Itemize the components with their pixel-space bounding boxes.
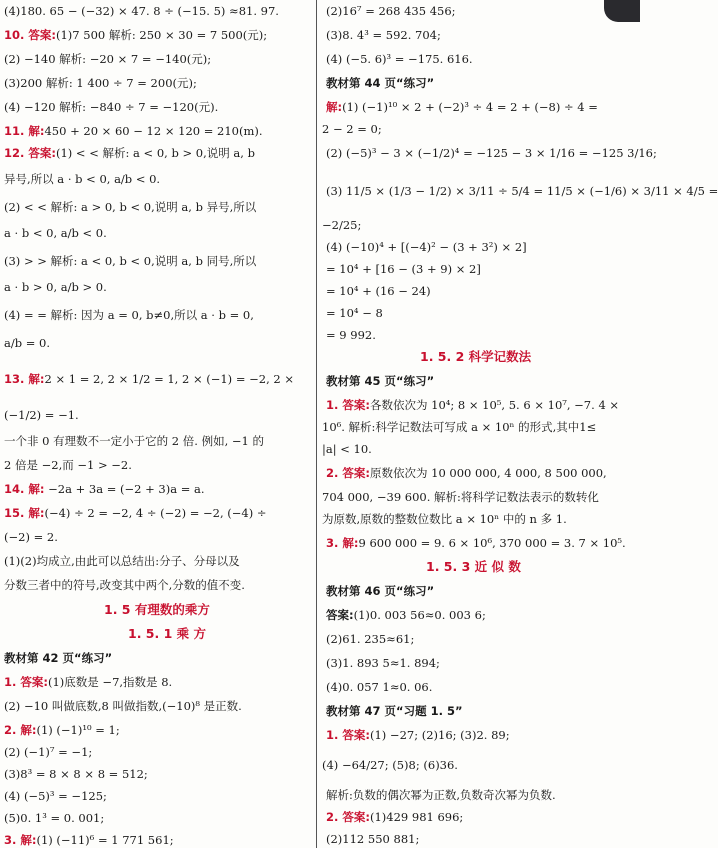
- left-line: 分数三者中的符号,改变其中两个,分数的值不变.: [4, 578, 245, 592]
- right-line: 1. 5. 3 近 似 数: [426, 559, 521, 574]
- left-line-segment: (1) (−1)¹⁰ = 1;: [36, 723, 120, 737]
- left-line-segment: 12. 答案:: [4, 146, 56, 160]
- left-line: [4, 675, 172, 689]
- left-line: (2) −140 解析: −20 × 7 = −140(元);: [4, 52, 212, 66]
- right-line: 解析:负数的偶次幂为正数,负数奇次幂为负数.: [326, 788, 556, 802]
- right-line: 1. 5. 2 科学记数法: [420, 349, 532, 364]
- right-line: (4)0. 057 1≈0. 06.: [326, 680, 433, 694]
- right-line: = 10⁴ + (16 − 24): [326, 284, 431, 298]
- left-line-segment: 10. 答案:: [4, 28, 56, 42]
- left-line-segment: (1)7 500 解析: 250 × 30 = 7 500(元);: [55, 28, 268, 42]
- right-line-segment: 答案:: [326, 608, 354, 622]
- left-line: 1. 5. 1 乘 方: [128, 626, 206, 641]
- right-line-segment: (1)0. 003 56≈0. 003 6;: [353, 608, 486, 622]
- left-line: (2) −10 叫做底数,8 叫做指数,(−10)⁸ 是正数.: [4, 699, 242, 713]
- right-line: (2)16⁷ = 268 435 456;: [326, 4, 456, 18]
- left-line-segment: 14. 解:: [4, 482, 45, 496]
- left-line: a · b < 0, a/b < 0.: [4, 226, 107, 240]
- left-line-segment: (1)底数是 −7,指数是 8.: [47, 675, 173, 689]
- right-line: (4) (−5. 6)³ = −175. 616.: [326, 52, 473, 66]
- right-line: −2/25;: [322, 218, 362, 232]
- left-line-segment: 15. 解:: [4, 506, 45, 520]
- right-line: [326, 536, 626, 550]
- left-line: [4, 28, 267, 42]
- left-line: 2 倍是 −2,而 −1 > −2.: [4, 458, 132, 472]
- left-line-segment: −2a + 3a = (−2 + 3)a = a.: [44, 482, 205, 496]
- left-line: (5)0. 1³ = 0. 001;: [4, 811, 105, 825]
- right-line: 教材第 44 页“练习”: [326, 76, 435, 90]
- right-line: 704 000, −39 600. 解析:将科学记数法表示的数转化: [322, 490, 599, 504]
- right-line: (4) −64/27; (5)8; (6)36.: [322, 758, 458, 772]
- right-line: 为原数,原数的整数位数比 a × 10ⁿ 中的 n 多 1.: [322, 512, 567, 526]
- left-line-segment: (1) (−11)⁶ = 1 771 561;: [36, 833, 174, 847]
- right-line: [326, 398, 619, 412]
- left-line: a · b > 0, a/b > 0.: [4, 280, 107, 294]
- left-line: [4, 482, 205, 496]
- left-line: (4)180. 65 − (−32) × 47. 8 ÷ (−15. 5) ≈81. 97.: [4, 4, 279, 18]
- left-line: (−2) = 2.: [4, 530, 58, 544]
- left-line: (2) < < 解析: a > 0, b < 0,说明 a, b 异号,所以: [4, 200, 257, 214]
- left-line: (4) (−5)³ = −125;: [4, 789, 107, 803]
- right-line-segment: 原数依次为 10 000 000, 4 000, 8 500 000,: [369, 466, 607, 480]
- right-line: 教材第 47 页“习题 1. 5”: [326, 704, 463, 718]
- right-line: 教材第 45 页“练习”: [326, 374, 435, 388]
- right-line-segment: 2. 答案:: [326, 810, 370, 824]
- left-line: (2) (−1)⁷ = −1;: [4, 745, 93, 759]
- right-line-segment: 解:: [326, 100, 343, 114]
- left-line: [4, 723, 120, 737]
- right-line-segment: (1) (−1)¹⁰ × 2 + (−2)³ ÷ 4 = 2 + (−8) ÷ 4 =: [342, 100, 598, 114]
- right-line-segment: 2. 答案:: [326, 466, 370, 480]
- right-line: (2)61. 235≈61;: [326, 632, 415, 646]
- left-line: [4, 833, 174, 847]
- left-line: (3)200 解析: 1 400 ÷ 7 = 200(元);: [4, 76, 197, 90]
- right-line-segment: 3. 解:: [326, 536, 359, 550]
- left-line: [4, 146, 255, 160]
- left-line: (1)(2)均成立,由此可以总结出:分子、分母以及: [4, 554, 240, 568]
- left-line: (−1/2) = −1.: [4, 408, 79, 422]
- right-line: 教材第 46 页“练习”: [326, 584, 435, 598]
- window-corner: [604, 0, 640, 22]
- left-line: 一个非 0 有理数不一定小于它的 2 倍. 例如, −1 的: [4, 434, 264, 448]
- right-line: [326, 728, 510, 742]
- left-line-segment: (−4) ÷ 2 = −2, 4 ÷ (−2) = −2, (−4) ÷: [44, 506, 267, 520]
- left-line-segment: 2. 解:: [4, 723, 37, 737]
- left-line-segment: 3. 解:: [4, 833, 37, 847]
- right-line: = 10⁴ − 8: [326, 306, 383, 320]
- right-line-segment: 1. 答案:: [326, 398, 370, 412]
- right-line: (3)8. 4³ = 592. 704;: [326, 28, 441, 42]
- left-line-segment: 2 × 1 = 2, 2 × 1/2 = 1, 2 × (−1) = −2, 2 ×: [44, 372, 294, 386]
- left-line-segment: 11. 解:: [4, 124, 45, 138]
- right-line: [326, 810, 463, 824]
- right-line-segment: 1. 答案:: [326, 728, 370, 742]
- right-line: (2) (−5)³ − 3 × (−1/2)⁴ = −125 − 3 × 1/16 = −125 3/16;: [326, 146, 657, 160]
- right-line: [326, 608, 486, 622]
- left-line-segment: 450 + 20 × 60 − 12 × 120 = 210(m).: [44, 124, 263, 138]
- left-line: 教材第 42 页“练习”: [4, 651, 113, 665]
- left-line: [4, 506, 267, 520]
- left-line: 1. 5 有理数的乘方: [104, 602, 210, 617]
- left-line: [4, 372, 294, 386]
- right-line-segment: 9 600 000 = 9. 6 × 10⁶, 370 000 = 3. 7 × 10⁵.: [358, 536, 626, 550]
- right-line: (4) (−10)⁴ + [(−4)² − (3 + 3²) × 2]: [326, 240, 527, 254]
- right-line: 10⁶. 解析:科学记数法可写成 a × 10ⁿ 的形式,其中1≤: [322, 420, 597, 434]
- left-line: [4, 124, 263, 138]
- left-line-segment: 1. 答案:: [4, 675, 48, 689]
- right-line-segment: (1)429 981 696;: [369, 810, 464, 824]
- right-line: (2)112 550 881;: [326, 832, 420, 846]
- left-line: (3) > > 解析: a < 0, b < 0,说明 a, b 同号,所以: [4, 254, 257, 268]
- right-line: [326, 100, 598, 114]
- left-line-segment: 13. 解:: [4, 372, 45, 386]
- right-line-segment: (1) −27; (2)16; (3)2. 89;: [369, 728, 510, 742]
- right-line: (3) 11/5 × (1/3 − 1/2) × 3/11 ÷ 5/4 = 11/5 × (−1/6) × 3/11 × 4/5 =: [326, 184, 718, 198]
- left-line: 异号,所以 a · b < 0, a/b < 0.: [4, 172, 161, 186]
- right-line: |a| < 10.: [322, 442, 372, 456]
- right-line: 2 − 2 = 0;: [322, 122, 382, 136]
- right-line: (3)1. 893 5≈1. 894;: [326, 656, 440, 670]
- left-line-segment: (1) < < 解析: a < 0, b > 0,说明 a, b: [55, 146, 255, 160]
- right-line: = 10⁴ + [16 − (3 + 9) × 2]: [326, 262, 481, 276]
- left-line: a/b = 0.: [4, 336, 51, 350]
- left-line: (4) −120 解析: −840 ÷ 7 = −120(元).: [4, 100, 219, 114]
- left-line: (4) = = 解析: 因为 a = 0, b≠0,所以 a · b = 0,: [4, 308, 254, 322]
- right-line: = 9 992.: [326, 328, 376, 342]
- right-line: [326, 466, 607, 480]
- left-line: (3)8³ = 8 × 8 × 8 = 512;: [4, 767, 148, 781]
- column-divider: [316, 0, 317, 848]
- right-line-segment: 各数依次为 10⁴; 8 × 10⁵, 5. 6 × 10⁷, −7. 4 ×: [369, 398, 620, 412]
